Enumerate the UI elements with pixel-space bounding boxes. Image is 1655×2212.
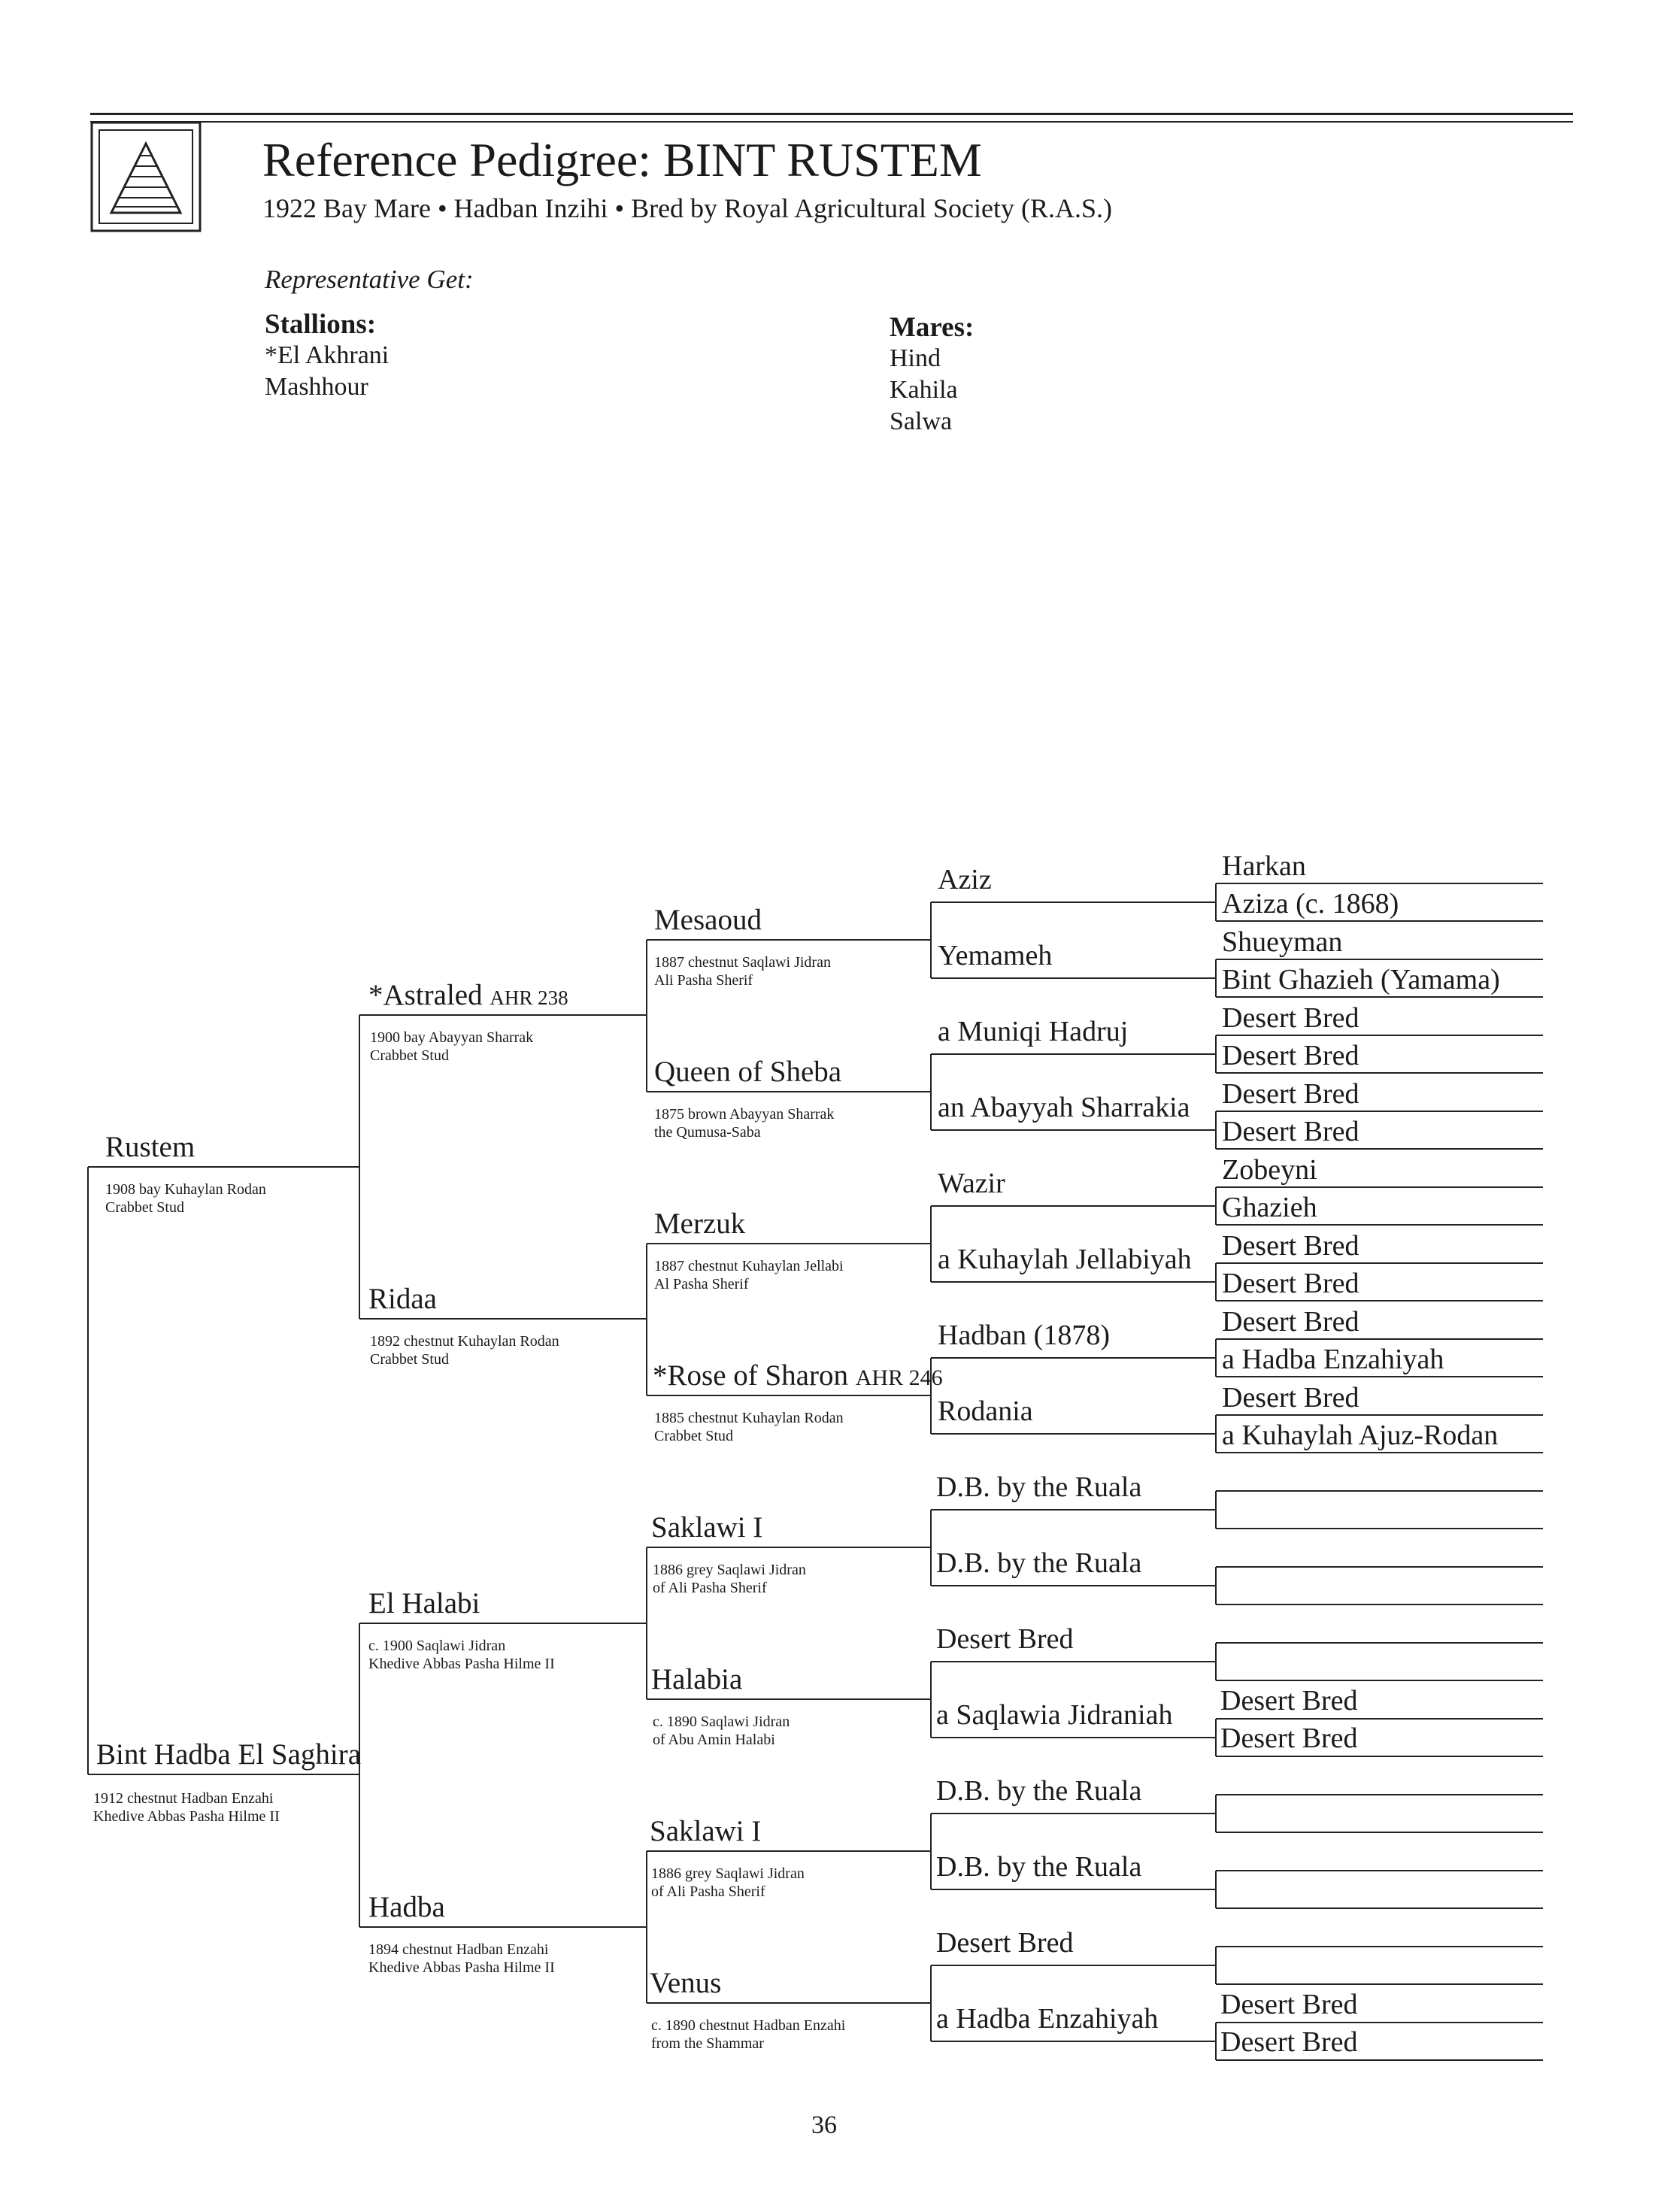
- gen5-name: Zobeyni: [1222, 1154, 1317, 1186]
- gen3-info-line: 1887 chestnut Kuhaylan Jellabi: [654, 1258, 844, 1274]
- gen5-name: Shueyman: [1222, 926, 1343, 958]
- gen2-info-line: Khedive Abbas Pasha Hilme II: [368, 1959, 555, 1976]
- gen3-name: *Rose of Sharon AHR 246: [653, 1359, 943, 1392]
- gen5-name: Desert Bred: [1220, 1989, 1358, 2020]
- gen3-info-line: c. 1890 chestnut Hadban Enzahi: [651, 2017, 846, 2034]
- gen5-name: a Hadba Enzahiyah: [1222, 1344, 1444, 1375]
- gen4-name: D.B. by the Ruala: [936, 1851, 1142, 1883]
- gen3-name: Queen of Sheba: [654, 1056, 842, 1088]
- gen5-name: Bint Ghazieh (Yamama): [1222, 964, 1500, 995]
- page-subtitle: 1922 Bay Mare • Hadban Inzihi • Bred by Royal Agricultural Society (R.A.S.): [262, 193, 1112, 223]
- gen2-name: Ridaa: [368, 1283, 437, 1315]
- gen4-name: Desert Bred: [936, 1623, 1074, 1655]
- gen5-name: Desert Bred: [1220, 1723, 1358, 1754]
- gen5-name: Desert Bred: [1220, 1685, 1358, 1717]
- gen3-info-line: Ali Pasha Sherif: [654, 972, 753, 989]
- gen3-name: Mesaoud: [654, 904, 762, 936]
- gen4-name: Aziz: [938, 864, 992, 895]
- stallions-heading: Stallions:: [265, 309, 377, 340]
- gen4-name: D.B. by the Ruala: [936, 1471, 1142, 1503]
- gen5-name: Desert Bred: [1222, 1040, 1359, 1071]
- mares-heading: Mares:: [890, 312, 975, 343]
- gen5-name: Aziza (c. 1868): [1222, 888, 1399, 920]
- gen5-name: Desert Bred: [1222, 1078, 1359, 1110]
- gen2-info-line: 1900 bay Abayyan Sharrak: [370, 1029, 534, 1046]
- gen4-name: a Muniqi Hadruj: [938, 1016, 1129, 1047]
- gen3-info-line: of Ali Pasha Sherif: [651, 1883, 765, 1900]
- mare-item: Salwa: [890, 408, 953, 435]
- gen5-name: Desert Bred: [1222, 1230, 1359, 1262]
- gen3-name: Venus: [650, 1967, 722, 1999]
- gen3-info-line: 1875 brown Abayyan Sharrak: [654, 1106, 835, 1123]
- gen4-name: D.B. by the Ruala: [936, 1775, 1142, 1807]
- page-number: 36: [811, 2111, 837, 2139]
- registry-number: AHR 238: [490, 986, 568, 1009]
- gen4-name: Desert Bred: [936, 1927, 1074, 1959]
- gen2-name: El Halabi: [368, 1587, 480, 1620]
- gen4-name: a Kuhaylah Jellabiyah: [938, 1244, 1192, 1275]
- gen4-name: D.B. by the Ruala: [936, 1547, 1142, 1579]
- gen2-info-line: Khedive Abbas Pasha Hilme II: [368, 1656, 555, 1672]
- gen3-info-line: from the Shammar: [651, 2035, 764, 2052]
- gen4-name: Wazir: [938, 1168, 1005, 1199]
- gen3-info-line: Al Pasha Sherif: [654, 1276, 749, 1292]
- gen5-name: Desert Bred: [1222, 1306, 1359, 1338]
- gen4-name: a Hadba Enzahiyah: [936, 2003, 1159, 2035]
- dam-info-line: 1912 chestnut Hadban Enzahi: [93, 1790, 274, 1807]
- gen5-name: Ghazieh: [1222, 1192, 1317, 1223]
- gen3-info-line: of Ali Pasha Sherif: [653, 1580, 767, 1596]
- gen2-name: Hadba: [368, 1891, 445, 1923]
- sire-info-line: 1908 bay Kuhaylan Rodan: [105, 1181, 266, 1198]
- mare-item: Kahila: [890, 376, 958, 404]
- gen2-info-line: c. 1900 Saqlawi Jidran: [368, 1638, 506, 1654]
- gen4-name: Rodania: [938, 1395, 1033, 1427]
- gen2-info-line: Crabbet Stud: [370, 1047, 449, 1064]
- gen2-info-line: 1894 chestnut Hadban Enzahi: [368, 1941, 549, 1958]
- gen5-name: Desert Bred: [1222, 1116, 1359, 1147]
- gen3-name: Saklawi I: [650, 1815, 762, 1847]
- gen4-name: an Abayyah Sharrakia: [938, 1092, 1190, 1123]
- gen5-name: Desert Bred: [1222, 1382, 1359, 1414]
- gen2-name: *Astraled AHR 238: [368, 979, 568, 1011]
- gen2-info-line: 1892 chestnut Kuhaylan Rodan: [370, 1333, 559, 1350]
- gen5-name: Desert Bred: [1222, 1002, 1359, 1034]
- gen3-info-line: of Abu Amin Halabi: [653, 1732, 775, 1748]
- representative-get-label: Representative Get:: [265, 265, 474, 294]
- gen4-name: Hadban (1878): [938, 1320, 1110, 1351]
- gen4-name: a Saqlawia Jidraniah: [936, 1699, 1173, 1731]
- dam-name: Bint Hadba El Saghira: [96, 1738, 362, 1771]
- gen5-name: Desert Bred: [1220, 2026, 1358, 2058]
- registry-number: AHR 246: [855, 1365, 943, 1390]
- stallion-item: *El Akhrani: [265, 341, 390, 369]
- gen3-info-line: 1885 chestnut Kuhaylan Rodan: [654, 1410, 844, 1426]
- gen3-info-line: 1886 grey Saqlawi Jidran: [651, 1865, 805, 1882]
- page-title: Reference Pedigree: BINT RUSTEM: [262, 133, 982, 186]
- stallion-item: Mashhour: [265, 373, 368, 401]
- sire-info-line: Crabbet Stud: [105, 1199, 184, 1216]
- gen3-name: Merzuk: [654, 1208, 746, 1240]
- gen3-name: Halabia: [651, 1663, 743, 1695]
- dam-info-line: Khedive Abbas Pasha Hilme II: [93, 1808, 280, 1825]
- gen5-name: a Kuhaylah Ajuz-Rodan: [1222, 1420, 1499, 1451]
- gen3-info-line: 1886 grey Saqlawi Jidran: [653, 1562, 806, 1578]
- gen3-info-line: the Qumusa-Saba: [654, 1124, 761, 1141]
- gen3-info-line: c. 1890 Saqlawi Jidran: [653, 1714, 790, 1730]
- gen3-info-line: Crabbet Stud: [654, 1428, 733, 1444]
- sire-name: Rustem: [105, 1131, 196, 1163]
- gen3-name: Saklawi I: [651, 1511, 763, 1544]
- gen4-name: Yemameh: [938, 940, 1053, 971]
- gen2-info-line: Crabbet Stud: [370, 1351, 449, 1368]
- mare-item: Hind: [890, 344, 941, 372]
- gen3-info-line: 1887 chestnut Saqlawi Jidran: [654, 954, 831, 971]
- gen5-name: Desert Bred: [1222, 1268, 1359, 1299]
- gen5-name: Harkan: [1222, 850, 1306, 882]
